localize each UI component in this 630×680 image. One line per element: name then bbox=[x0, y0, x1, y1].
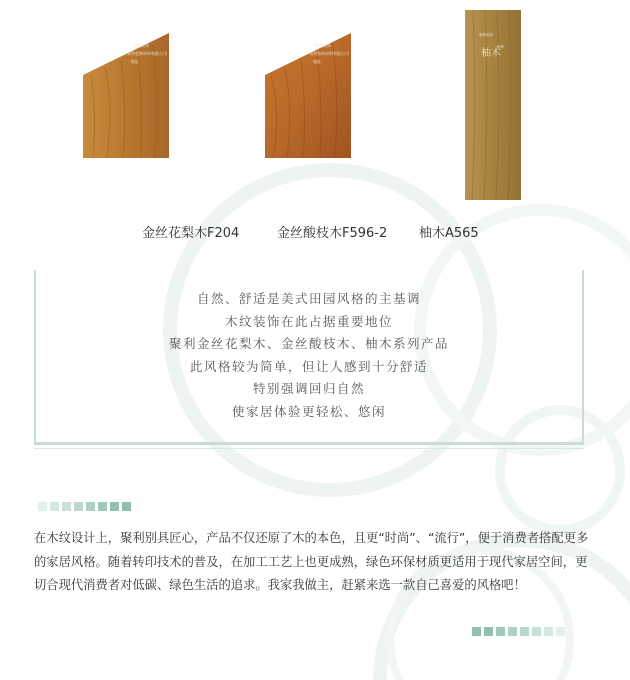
intro-box-bottom-rule bbox=[34, 448, 584, 449]
decor-squares-top bbox=[38, 502, 131, 511]
decor-square bbox=[74, 502, 83, 511]
teak-panel-label: 柚木 bbox=[481, 48, 501, 59]
caption-suanzhi: 金丝酸枝木F596-2 bbox=[277, 226, 388, 241]
decor-square bbox=[122, 502, 131, 511]
body-paragraph: 在木纹设计上，聚利别具匠心，产品不仅还原了木的本色，且更“时尚”、“流行”，便于消费者搭配更多的家居风格。随着转印技术的普及，在加工工艺上也更成熟，绿色环保材质更适用于现代家居空间，更切合现代消费者对低碳、绿色生活的追求。我家我做主，赶紧来选一款自己喜爱的风格吧！ bbox=[34, 531, 589, 592]
sample-suanzhi-wood bbox=[265, 33, 351, 158]
svg-text:聚利装饰材料有限公司: 聚利装饰材料有限公司 bbox=[309, 51, 349, 56]
decor-square bbox=[544, 627, 553, 636]
svg-text:聚利装饰材料有限公司: 聚利装饰材料有限公司 bbox=[127, 51, 167, 56]
caption-teak: 柚木A565 bbox=[419, 226, 479, 241]
decor-squares-bottom bbox=[472, 627, 565, 636]
svg-text:聚利装饰: 聚利装饰 bbox=[315, 43, 331, 48]
svg-text:聚利装饰: 聚利装饰 bbox=[133, 43, 149, 48]
decor-square bbox=[532, 627, 541, 636]
sample-teak-wood bbox=[465, 10, 521, 200]
svg-text:地址: 地址 bbox=[131, 59, 139, 64]
decor-square bbox=[508, 627, 517, 636]
decor-square bbox=[520, 627, 529, 636]
intro-box-bottom-border bbox=[34, 442, 584, 445]
svg-text:地址: 地址 bbox=[313, 59, 321, 64]
decor-square bbox=[38, 502, 47, 511]
caption-huali: 金丝花梨木F204 bbox=[142, 226, 240, 241]
decor-square bbox=[110, 502, 119, 511]
svg-text:聚利: 聚利 bbox=[497, 45, 504, 49]
intro-line: 聚利金丝花梨木、金丝酸枝木、柚木系列产品 bbox=[168, 336, 449, 351]
sample-huali-wood bbox=[83, 33, 169, 158]
decor-square bbox=[484, 627, 493, 636]
svg-text:聚利装饰: 聚利装饰 bbox=[479, 33, 493, 37]
intro-box bbox=[34, 270, 584, 445]
intro-line: 自然、舒适是美式田园风格的主基调 bbox=[196, 291, 421, 306]
intro-line: 此风格较为简单，但让人感到十分舒适 bbox=[189, 358, 428, 374]
decor-square bbox=[472, 627, 481, 636]
decor-square bbox=[50, 502, 59, 511]
decor-square bbox=[86, 502, 95, 511]
decor-square bbox=[62, 502, 71, 511]
decor-square bbox=[496, 627, 505, 636]
intro-line: 木纹装饰在此占据重要地位 bbox=[224, 313, 393, 329]
intro-lines bbox=[34, 288, 584, 423]
intro-line: 使家居体验更轻松、悠闲 bbox=[231, 403, 386, 419]
decor-square bbox=[556, 627, 565, 636]
decor-square bbox=[98, 502, 107, 511]
intro-line: 特别强调回归自然 bbox=[252, 381, 365, 396]
